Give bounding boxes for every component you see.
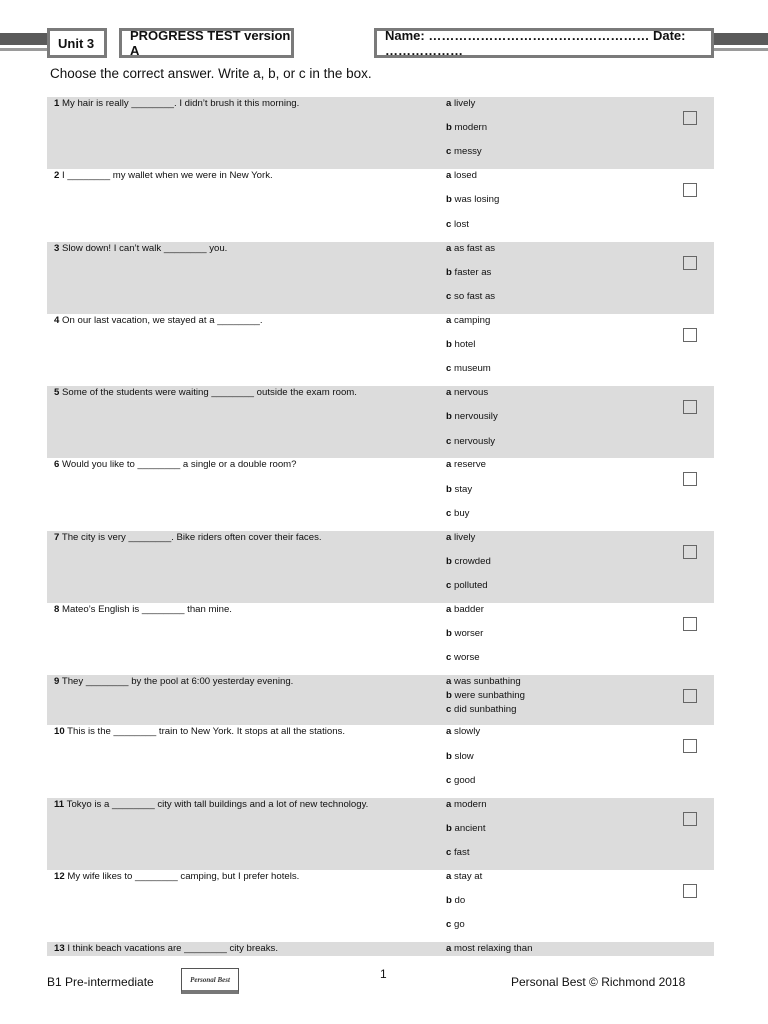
option-letter: b [446,339,452,351]
question-row [47,386,714,458]
answer-option [446,146,487,170]
answer-options [446,799,487,872]
option-letter: a [446,870,452,882]
question-text [54,387,357,398]
question-sentence: My wife likes to ________ camping, but I prefer hotels. [67,870,300,882]
instructions: Choose the correct answer. Write a, b, or c in the box. [50,66,372,81]
option-text: reserve [454,459,487,471]
option-letter: b [446,750,452,762]
question-number: 2 [54,170,60,182]
option-letter: c [446,774,452,786]
answer-box[interactable] [683,256,697,270]
answer-box[interactable] [683,400,697,414]
option-letter: a [446,676,452,688]
name-date-field[interactable]: Name: …………………………………………… Date: ……………… [374,28,714,58]
answer-option [446,532,491,556]
question-row [47,97,714,169]
answer-option [446,291,495,315]
option-letter: b [446,194,452,206]
option-letter: b [446,555,452,567]
option-letter: a [446,943,452,955]
question-row [47,675,714,725]
option-text: stay at [454,870,483,882]
option-letter: b [446,628,452,640]
option-text: slow [454,750,474,762]
question-text [54,243,227,254]
option-text: polluted [454,580,488,592]
question-number: 7 [54,531,60,543]
question-text [54,726,345,737]
option-letter: c [446,704,452,716]
answer-option [446,823,487,847]
question-text [54,943,278,954]
question-number: 8 [54,604,60,616]
answer-option [446,652,484,676]
answer-box[interactable] [683,328,697,342]
answer-options [446,387,498,460]
answer-option [446,604,484,628]
option-letter: a [446,726,452,738]
answer-options [446,871,482,944]
question-number: 3 [54,242,60,254]
answer-option [446,871,482,895]
answer-option [446,799,487,823]
answer-option [446,170,499,194]
question-number: 5 [54,387,60,399]
answer-option [446,315,491,339]
option-letter: b [446,122,452,134]
question-row [47,531,714,603]
answer-box[interactable] [683,183,697,197]
option-letter: a [446,98,452,109]
option-text: worse [454,652,480,664]
answer-option [446,580,491,604]
answer-option [446,339,491,363]
question-row [47,870,714,942]
answer-option [446,484,486,508]
question-sentence: Tokyo is a ________ city with tall buildings and a lot of new technology. [66,798,369,810]
question-text [54,799,368,810]
question-number: 4 [54,314,60,326]
question-text [54,170,273,181]
answer-option [446,98,487,122]
question-text [54,315,263,326]
answer-option [446,219,499,243]
answer-option [446,243,495,267]
option-text: badder [454,604,484,616]
answer-option [446,751,480,775]
option-text: lost [454,218,469,230]
question-sentence: My hair is really ________. I didn’t brush it this morning. [62,98,300,109]
question-text [54,532,322,543]
option-letter: b [446,822,452,834]
option-letter: b [446,690,452,702]
option-letter: c [446,146,452,158]
question-row [47,242,714,314]
footer-copyright: Personal Best © Richmond 2018 [511,975,686,989]
option-text: most relaxing than [454,943,533,955]
question-row [47,798,714,870]
option-text: losed [454,170,477,182]
question-sentence: On our last vacation, we stayed at a ________. [62,314,263,326]
answer-options [446,676,525,718]
answer-option [446,363,491,387]
option-letter: a [446,604,452,616]
answer-option [446,690,525,704]
question-number: 9 [54,676,60,688]
answer-box[interactable] [683,472,697,486]
answer-box[interactable] [683,812,697,826]
option-letter: b [446,895,452,907]
question-number: 6 [54,459,60,471]
option-letter: a [446,531,452,543]
option-text: modern [454,122,488,134]
option-text: faster as [454,266,492,278]
option-text: nervous [454,387,489,399]
answer-option [446,459,486,483]
question-sentence: This is the ________ train to New York. It stops at all the stations. [67,726,346,738]
question-row [47,942,714,956]
answer-option [446,267,495,291]
question-row [47,603,714,675]
option-letter: b [446,411,452,423]
question-row [47,725,714,797]
answer-option [446,411,498,435]
option-text: hotel [454,339,476,351]
answer-option [446,508,486,532]
question-sentence: Some of the students were waiting ________ outside the exam room. [62,387,357,399]
answer-option [446,775,480,799]
option-text: modern [454,798,487,810]
question-sentence: Mateo’s English is ________ than mine. [62,604,232,616]
answer-options [446,459,486,532]
option-text: was losing [454,194,500,206]
question-number: 10 [54,726,65,738]
option-text: ancient [454,822,486,834]
option-text: lively [454,531,476,543]
option-letter: a [446,387,452,399]
question-number: 1 [54,98,60,109]
answer-option [446,436,498,460]
option-text: worser [454,628,484,640]
question-sentence: I think beach vacations are ________ city breaks. [67,943,279,955]
question-sentence: Would you like to ________ a single or a double room? [62,459,297,471]
answer-options [446,98,487,171]
option-letter: a [446,798,452,810]
option-text: buy [454,507,470,519]
page-number: 1 [380,967,387,981]
answer-option [446,726,480,750]
answer-option [446,676,525,690]
option-text: stay [454,483,473,495]
question-row [47,169,714,241]
header-bar-right-thin [714,48,768,51]
question-sentence: They ________ by the pool at 6:00 yesterday evening. [61,676,294,688]
option-text: nervously [454,435,496,447]
option-letter: c [446,363,452,375]
question-text [54,871,299,882]
option-text: go [454,919,465,931]
option-letter: c [446,290,452,302]
answer-option [446,122,487,146]
answer-box[interactable] [683,545,697,559]
header-bar-left-thin [0,48,47,51]
option-text: were sunbathing [454,690,525,702]
question-text [54,459,297,470]
option-letter: c [446,919,452,931]
option-letter: c [446,847,452,859]
option-text: slowly [454,726,481,738]
option-letter: a [446,459,452,471]
option-letter: c [446,580,452,592]
option-text: lively [454,98,476,109]
option-text: so fast as [454,290,496,302]
question-text [54,676,293,687]
option-text: nervousily [454,411,498,423]
option-letter: a [446,242,452,254]
answer-options [446,943,532,967]
personal-best-logo: Personal Best [181,968,239,994]
answer-option [446,556,491,580]
option-letter: b [446,483,452,495]
option-text: did sunbathing [454,704,517,716]
answer-box[interactable] [683,739,697,753]
option-letter: b [446,266,452,278]
question-text [54,98,299,109]
answer-option [446,704,525,718]
answer-options [446,170,499,243]
answer-box[interactable] [683,111,697,125]
answer-options [446,726,480,799]
unit-label: Unit 3 [47,28,107,58]
option-letter: c [446,652,452,664]
question-list [47,97,714,956]
option-text: fast [454,847,470,859]
option-letter: c [446,218,452,230]
question-text [54,604,232,615]
answer-option [446,919,482,943]
answer-options [446,604,484,677]
answer-option [446,194,499,218]
question-sentence: Slow down! I can’t walk ________ you. [62,242,228,254]
question-number: 12 [54,870,65,882]
question-number: 11 [54,798,65,810]
option-letter: c [446,435,452,447]
option-letter: a [446,170,452,182]
answer-box[interactable] [683,617,697,631]
answer-options [446,315,491,388]
test-title: PROGRESS TEST version A [119,28,294,58]
answer-box[interactable] [683,689,697,703]
option-text: was sunbathing [454,676,521,688]
answer-option [446,895,482,919]
header-bar-left [0,33,47,45]
answer-option [446,847,487,871]
option-text: messy [454,146,482,158]
option-text: do [454,895,466,907]
question-sentence: The city is very ________. Bike riders often cover their faces. [61,531,322,543]
option-text: crowded [454,555,491,567]
question-row [47,458,714,530]
answer-option [446,943,532,967]
header-bar-right [714,33,768,45]
question-row [47,314,714,386]
option-text: as fast as [454,242,496,254]
answer-options [446,532,491,605]
option-text: camping [454,314,491,326]
answer-box[interactable] [683,884,697,898]
option-text: good [454,774,476,786]
option-text: museum [454,363,491,375]
answer-option [446,628,484,652]
question-sentence: I ________ my wallet when we were in New York. [62,170,273,182]
option-letter: a [446,314,452,326]
option-letter: c [446,507,452,519]
footer-level: B1 Pre-intermediate [47,975,154,989]
answer-option [446,387,498,411]
question-number: 13 [54,943,65,955]
answer-options [446,243,495,316]
